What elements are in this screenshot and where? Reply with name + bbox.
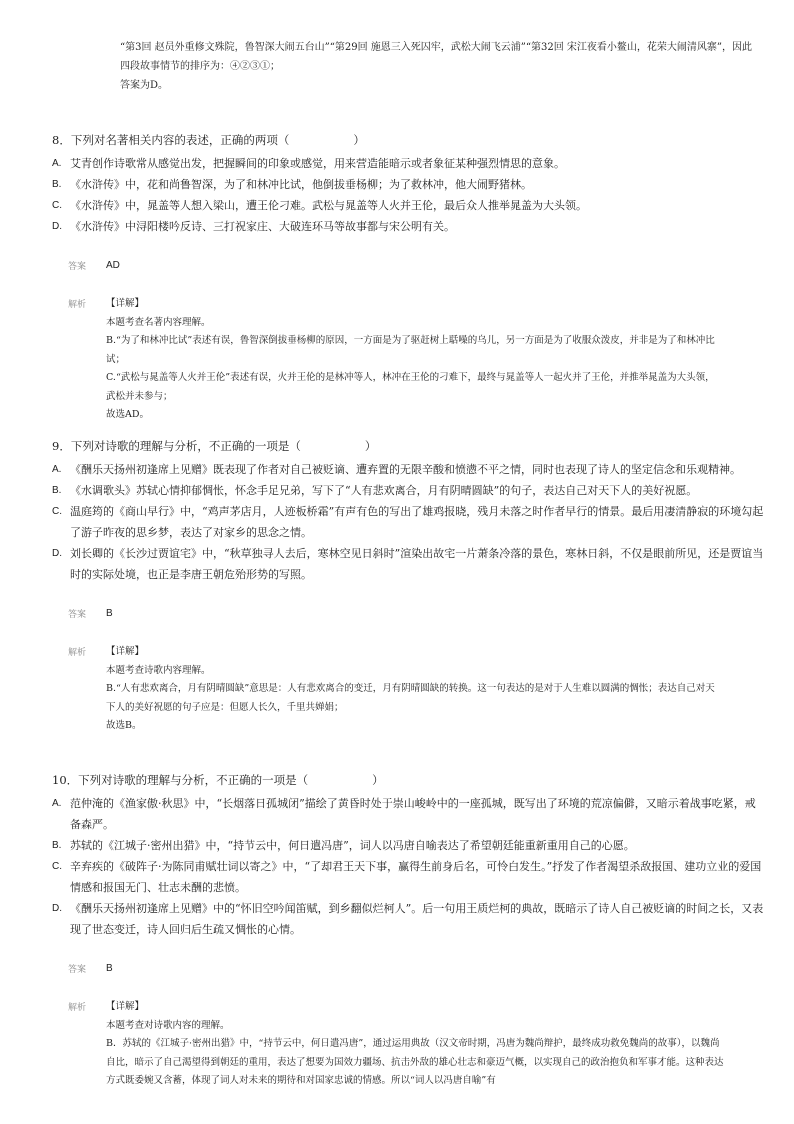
analysis-line: 【详解】 xyxy=(106,646,145,657)
option-text: 《水浒传》中，晁盖等人想入梁山，遭王伦刁难。武松与晁盖等人火并王伦，最后众人推举晁盖为大头领。 xyxy=(70,199,587,212)
analysis-tag: 解析 xyxy=(68,299,87,309)
analysis-line: 本题考查诗歌内容理解。 xyxy=(106,664,211,676)
analysis-line: 故选AD。 xyxy=(106,409,149,420)
analysis-body xyxy=(106,643,764,736)
intro-line: “第3回 赵员外重修文殊院，鲁智深大闹五台山”“第29回 施恩三入死囚牢，武松大闹飞云浦”“第32回 宋江夜看小鳌山，花荣大闹清风寨”，因此四段故事情节的排序为：④②③①； xyxy=(120,42,753,72)
option-a xyxy=(52,459,764,480)
option-label: A. xyxy=(52,798,62,809)
option-b xyxy=(52,480,764,501)
option-label: B. xyxy=(52,840,62,851)
option-text: 《水浒传》中，花和尚鲁智深，为了和林冲比试，他倒拔垂杨柳；为了救林冲，他大闹野猪林。 xyxy=(70,178,532,191)
answer-row xyxy=(52,257,764,275)
analysis-line: C.“武松与晁盖等人火并王伦”表述有误，火并王伦的是林冲等人，林冲在王伦的刁难下，最终与晁盖等人一起火并了王伦，并推举晁盖为大头领，武松并未参与； xyxy=(106,372,715,402)
option-text: 《酬乐天扬州初逢席上见赠》中的“怀旧空吟闻笛赋，到乡翻似烂柯人”。后一句用王质烂柯的典故，既暗示了诗人自己被贬谪的时间之长，又表现了世态变迁，诗人回归后生疏又惆怅的心情。 xyxy=(70,902,764,936)
analysis-line: B.“人有悲欢离合，月有阴晴圆缺”意思是：人有悲欢离合的变迁，月有阴晴圆缺的转换。这一句表达的是对于人生难以圆满的惆怅；表达自己对天下人的美好祝愿的句子应是：但愿人长久，千里共婵娟； xyxy=(106,683,715,713)
answer-value: B xyxy=(106,608,113,619)
analysis-line: 【详解】 xyxy=(106,298,145,309)
analysis-line: B．苏轼的《江城子·密州出猎》中，“持节云中，何日遣冯唐”，通过运用典故（汉文帝时期，冯唐为魏尚辩护，最终成功救免魏尚的故事），以魏尚自比，暗示了自己渴望得到朝廷的重用，表达了想要为国效力疆场、抗击外敌的雄心壮志和豪迈气概，以实现自己的政治抱负和军事才能。这种表达方式既委婉又含蓄，体现了词人对未来的期待和对国家忠诚的情感。所以“词人以冯唐自喻”有 xyxy=(106,1038,724,1086)
answer-row xyxy=(52,960,764,978)
option-text: 温庭筠的《商山早行》中，“鸡声茅店月，人迹板桥霜”有声有色的写出了雄鸡报晓，残月未落之时作者早行的情景。最后用凄清静寂的环境勾起了游子昨夜的思乡梦，表达了对家乡的思念之情。 xyxy=(70,505,764,539)
answer-value: B xyxy=(106,963,113,974)
option-d xyxy=(52,216,764,237)
answer-row xyxy=(52,605,764,623)
option-label: A. xyxy=(52,158,62,169)
option-label: B. xyxy=(52,179,62,190)
question-stem-end: ） xyxy=(353,133,365,147)
option-text: 苏轼的《江城子·密州出猎》中，“持节云中，何日遣冯唐”，词人以冯唐自喻表达了希望朝廷能重新重用自己的心愿。 xyxy=(70,839,635,852)
question-stem xyxy=(52,770,764,790)
option-c xyxy=(52,856,764,898)
question-stem xyxy=(52,130,764,150)
analysis-row xyxy=(52,295,764,425)
analysis-line: 故选B。 xyxy=(106,720,142,731)
analysis-row xyxy=(52,643,764,736)
question-stem-end: ） xyxy=(364,439,377,453)
question-stem-end: ） xyxy=(372,773,384,787)
question-stem-text: 8．下列对名著相关内容的表述，正确的两项（ xyxy=(52,133,290,147)
analysis-body xyxy=(106,295,764,425)
option-label: C. xyxy=(52,861,62,872)
question-stem-text: 10．下列对诗歌的理解与分析，不正确的一项是（ xyxy=(52,773,309,787)
option-text: 《酬乐天扬州初逢席上见赠》既表现了作者对自己被贬谪、遭弃置的无限辛酸和愤懑不平之情，同时也表现了诗人的坚定信念和乐观精神。 xyxy=(70,463,741,476)
option-text: 辛弃疾的《破阵子·为陈同甫赋壮词以寄之》中，“了却君王天下事，赢得生前身后名，可怜白发生。”抒发了作者渴望杀敌报国、建功立业的爱国情感和报国无门、壮志未酬的悲愤。 xyxy=(70,860,762,894)
previous-answer-continuation xyxy=(120,38,760,95)
question-10 xyxy=(52,770,764,1091)
question-stem xyxy=(52,436,764,456)
option-label: C. xyxy=(52,200,62,211)
option-label: D. xyxy=(52,548,62,559)
analysis-body xyxy=(106,998,764,1091)
option-text: 《水调歌头》苏轼心情抑郁惆怅，怀念手足兄弟，写下了“人有悲欢离合，月有阴晴圆缺”的句子，表达自己对天下人的美好祝愿。 xyxy=(70,484,698,497)
option-label: C. xyxy=(52,506,62,517)
option-text: 艾青创作诗歌常从感觉出发，把握瞬间的印象或感觉，用来营造能暗示或者象征某种强烈情思的意象。 xyxy=(70,157,565,170)
analysis-line: B.“为了和林冲比试”表述有误，鲁智深倒拔垂杨柳的原因，一方面是为了驱赶树上聒噪的乌儿，另一方面是为了收服众泼皮，并非是为了和林冲比试； xyxy=(106,335,715,365)
analysis-row xyxy=(52,998,764,1091)
option-label: A. xyxy=(52,464,62,475)
question-stem-text: 9．下列对诗歌的理解与分析，不正确的一项是（ xyxy=(52,439,301,453)
analysis-line: 【详解】 xyxy=(106,1001,145,1012)
question-9 xyxy=(52,436,764,736)
option-label: D. xyxy=(52,903,62,914)
intro-answer-line: 答案为D。 xyxy=(120,80,169,91)
option-d xyxy=(52,543,764,585)
option-c xyxy=(52,501,764,543)
option-a xyxy=(52,153,764,174)
option-label: D. xyxy=(52,221,62,232)
option-text: 《水浒传》中浔阳楼吟反诗、三打祝家庄、大破连环马等故事都与宋公明有关。 xyxy=(70,220,455,233)
analysis-tag: 解析 xyxy=(68,647,87,657)
question-8 xyxy=(52,130,764,425)
analysis-tag: 解析 xyxy=(68,1002,87,1012)
answer-value: AD xyxy=(106,260,120,271)
answer-tag: 答案 xyxy=(68,964,87,974)
option-b xyxy=(52,174,764,195)
option-a xyxy=(52,793,764,835)
option-text: 刘长卿的《长沙过贾谊宅》中，“秋草独寻人去后，寒林空见日斜时”渲染出故宅一片萧条冷落的景色，寒林日斜，不仅是眼前所见，还是贾谊当时的实际处境，也正是李唐王朝危殆形势的写照。 xyxy=(70,547,764,581)
analysis-line: 本题考查名著内容理解。 xyxy=(106,316,211,328)
answer-tag: 答案 xyxy=(68,609,87,619)
answer-tag: 答案 xyxy=(68,261,87,271)
option-b xyxy=(52,835,764,856)
analysis-line: 本题考查对诗歌内容的理解。 xyxy=(106,1019,230,1031)
option-label: B. xyxy=(52,485,62,496)
option-c xyxy=(52,195,764,216)
option-d xyxy=(52,898,764,940)
option-text: 范仲淹的《渔家傲·秋思》中，“长烟落日孤城闭”描绘了黄昏时处于崇山峻岭中的一座孤城，既写出了环境的荒凉偏僻，又暗示着战事吃紧，戒备森严。 xyxy=(70,797,756,831)
